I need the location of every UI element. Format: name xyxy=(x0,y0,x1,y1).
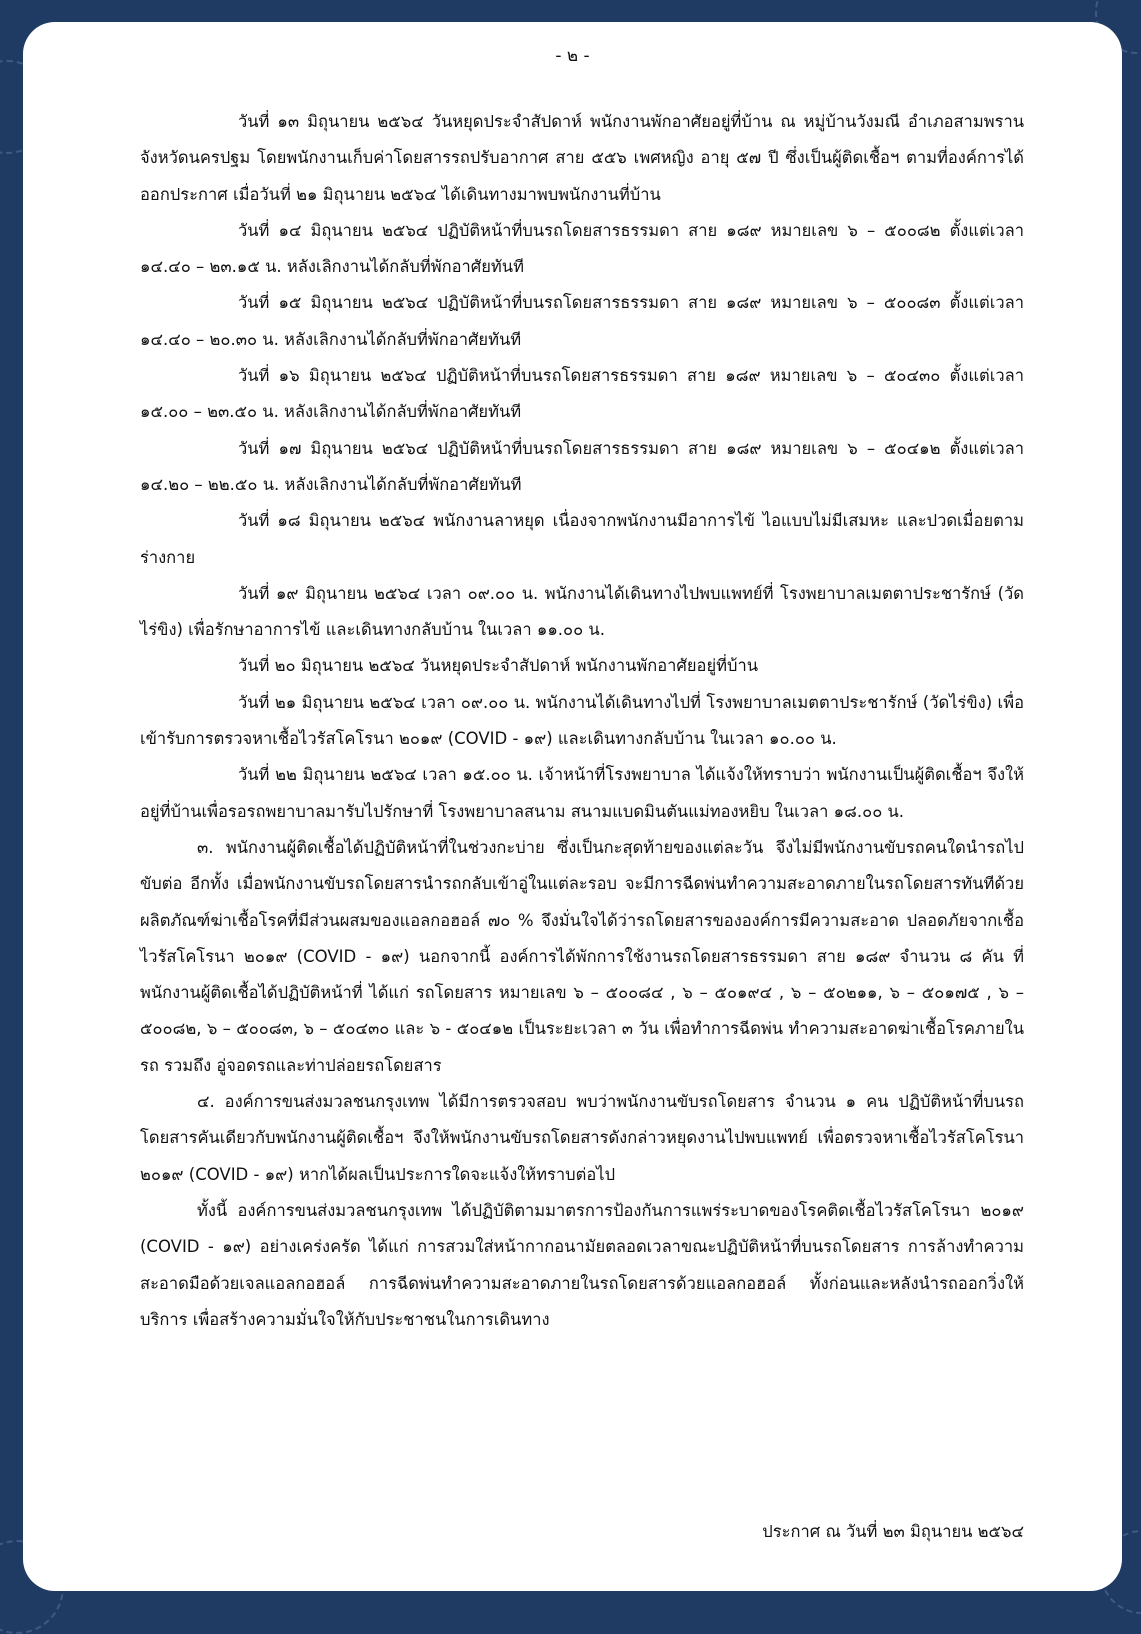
paragraph-june-21: วันที่ ๒๑ มิถุนายน ๒๕๖๔ เวลา ๐๙.๐๐ น. พนักงานได้เดินทางไปที่ โรงพยาบาลเมตตาประชารักษ์ (วัดไร่ขิง) เพื่อเข้ารับการตรวจหาเชื้อไวรัสโคโรนา ๒๐๑๙ (COVID - ๑๙) และเดินทางกลับบ้าน ในเวลา ๑๐.๐๐ น. xyxy=(140,692,1024,749)
paragraph-june-13: วันที่ ๑๓ มิถุนายน ๒๕๖๔ วันหยุดประจำสัปดาห์ พนักงานพักอาศัยอยู่ที่บ้าน ณ หมู่บ้านวังมณี อำเภอสามพราน จังหวัดนครปฐม โดยพนักงานเก็บค่าโดยสารรถปรับอากาศ สาย ๕๕๖ เพศหญิง อายุ ๕๗ ปี ซึ่งเป็นผู้ติดเชื้อฯ ตามที่องค์การได้ออกประกาศ เมื่อวันที่ ๒๑ มิถุนายน ๒๕๖๔ ได้เดินทางมาพบพนักงานที่บ้าน xyxy=(140,112,1024,204)
paragraph-june-19: วันที่ ๑๙ มิถุนายน ๒๕๖๔ เวลา ๐๙.๐๐ น. พนักงานได้เดินทางไปพบแพทย์ที่ โรงพยาบาลเมตตาประชารักษ์ (วัดไร่ขิง) เพื่อรักษาอาการไข้ และเดินทางกลับบ้าน ในเวลา ๑๑.๐๐ น. xyxy=(140,583,1024,640)
paragraph-june-17: วันที่ ๑๗ มิถุนายน ๒๕๖๔ ปฏิบัติหน้าที่บนรถโดยสารธรรมดา สาย ๑๘๙ หมายเลข ๖ – ๕๐๔๑๒ ตั้งแต่เวลา ๑๔.๒๐ – ๒๒.๕๐ น. หลังเลิกงานได้กลับที่พักอาศัยทันที xyxy=(140,438,1024,494)
paragraph-june-14: วันที่ ๑๔ มิถุนายน ๒๕๖๔ ปฏิบัติหน้าที่บนรถโดยสารธรรมดา สาย ๑๘๙ หมายเลข ๖ – ๕๐๐๘๒ ตั้งแต่เวลา ๑๔.๔๐ – ๒๓.๑๕ น. หลังเลิกงานได้กลับที่พักอาศัยทันที xyxy=(140,220,1024,277)
item-3: ๓. พนักงานผู้ติดเชื้อได้ปฏิบัติหน้าที่ในช่วงกะบ่าย ซึ่งเป็นกะสุดท้ายของแต่ละวัน จึงไม่มีพนักงานขับรถคนใดนำรถไปขับต่อ อีกทั้ง เมื่อพนักงานขับรถโดยสารนำรถกลับเข้าอู่ในแต่ละรอบ จะมีการฉีดพ่นทำความสะอาดภายในรถโดยสารทันทีด้วยผลิตภัณฑ์ฆ่าเชื้อโรคที่มีส่วนผสมของแอลกอฮอล์ ๗๐ % จึงมั่นใจได้ว่ารถโดยสารขององค์การมีความสะอาด ปลอดภัยจากเชื้อไวรัสโคโรนา ๒๐๑๙ (COVID - ๑๙) นอกจากนี้ องค์การได้พักการใช้งานรถโดยสารธรรมดา สาย ๑๘๙ จำนวน ๘ คัน ที่พนักงานผู้ติดเชื้อได้ปฏิบัติหน้าที่ ได้แก่ รถโดยสาร หมายเลข ๖ – ๕๐๐๘๔ , ๖ – ๕๐๑๙๔ , ๖ – ๕๐๒๑๑, ๖ – ๕๐๑๗๕ , ๖ – ๕๐๐๘๒, ๖ – ๕๐๐๘๓, ๖ – ๕๐๔๓๐ และ ๖ - ๕๐๔๑๒ เป็นระยะเวลา ๓ วัน เพื่อทำการฉีดพ่น ทำความสะอาดฆ่าเชื้อโรคภายในรถ รวมถึง อู่จอดรถและท่าปล่อยรถโดยสาร xyxy=(140,837,1024,1075)
announcement-date: ประกาศ ณ วันที่ ๒๓ มิถุนายน ๒๕๖๔ xyxy=(762,1522,1024,1541)
page-number: - ๒ - xyxy=(555,46,590,66)
closing-paragraph: ทั้งนี้ องค์การขนส่งมวลชนกรุงเทพ ได้ปฏิบัติตามมาตรการป้องกันการแพร่ระบาดของโรคติดเชื้อไวรัสโคโรนา ๒๐๑๙ (COVID - ๑๙) อย่างเคร่งครัด ได้แก่ การสวมใส่หน้ากากอนามัยตลอดเวลาขณะปฏิบัติหน้าที่บนรถโดยสาร การล้างทำความสะอาดมือด้วยเจลแอลกอฮอล์ การฉีดพ่นทำความสะอาดภายในรถโดยสารด้วยแอลกอฮอล์ ทั้งก่อนและหลังนำรถออกวิ่งให้บริการ เพื่อสร้างความมั่นใจให้กับประชาชนในการเดินทาง xyxy=(140,1200,1024,1329)
paragraph-june-16: วันที่ ๑๖ มิถุนายน ๒๕๖๔ ปฏิบัติหน้าที่บนรถโดยสารธรรมดา สาย ๑๘๙ หมายเลข ๖ – ๕๐๔๓๐ ตั้งแต่เวลา ๑๕.๐๐ – ๒๓.๕๐ น. หลังเลิกงานได้กลับที่พักอาศัยทันที xyxy=(140,366,1024,422)
paragraph-june-18: วันที่ ๑๘ มิถุนายน ๒๕๖๔ พนักงานลาหยุด เนื่องจากพนักงานมีอาการไข้ ไอแบบไม่มีเสมหะ และปวดเมื่อยตามร่างกาย xyxy=(140,511,1024,567)
paragraph-june-15: วันที่ ๑๕ มิถุนายน ๒๕๖๔ ปฏิบัติหน้าที่บนรถโดยสารธรรมดา สาย ๑๘๙ หมายเลข ๖ – ๕๐๐๘๓ ตั้งแต่เวลา ๑๔.๔๐ – ๒๐.๓๐ น. หลังเลิกงานได้กลับที่พักอาศัยทันที xyxy=(140,293,1024,349)
item-4: ๔. องค์การขนส่งมวลชนกรุงเทพ ได้มีการตรวจสอบ พบว่าพนักงานขับรถโดยสาร จำนวน ๑ คน ปฏิบัติหน้าที่บนรถโดยสารคันเดียวกับพนักงานผู้ติดเชื้อฯ จึงให้พนักงานขับรถโดยสารดังกล่าวหยุดงานไปพบแพทย์ เพื่อตรวจหาเชื้อไวรัสโคโรนา ๒๐๑๙ (COVID - ๑๙) หากได้ผลเป็นประการใดจะแจ้งให้ทราบต่อไป xyxy=(140,1092,1024,1184)
document-body xyxy=(140,104,1024,1338)
paragraph-june-20: วันที่ ๒๐ มิถุนายน ๒๕๖๔ วันหยุดประจำสัปดาห์ พนักงานพักอาศัยอยู่ที่บ้าน xyxy=(238,656,759,676)
paragraph-june-22: วันที่ ๒๒ มิถุนายน ๒๕๖๔ เวลา ๑๕.๐๐ น. เจ้าหน้าที่โรงพยาบาล ได้แจ้งให้ทราบว่า พนักงานเป็นผู้ติดเชื้อฯ จึงให้อยู่ที่บ้านเพื่อรอรถพยาบาลมารับไปรักษาที่ โรงพยาบาลสนาม สนามแบดมินตันแม่ทองหยิบ ในเวลา ๑๘.๐๐ น. xyxy=(140,765,1024,821)
document-page xyxy=(23,22,1122,1591)
